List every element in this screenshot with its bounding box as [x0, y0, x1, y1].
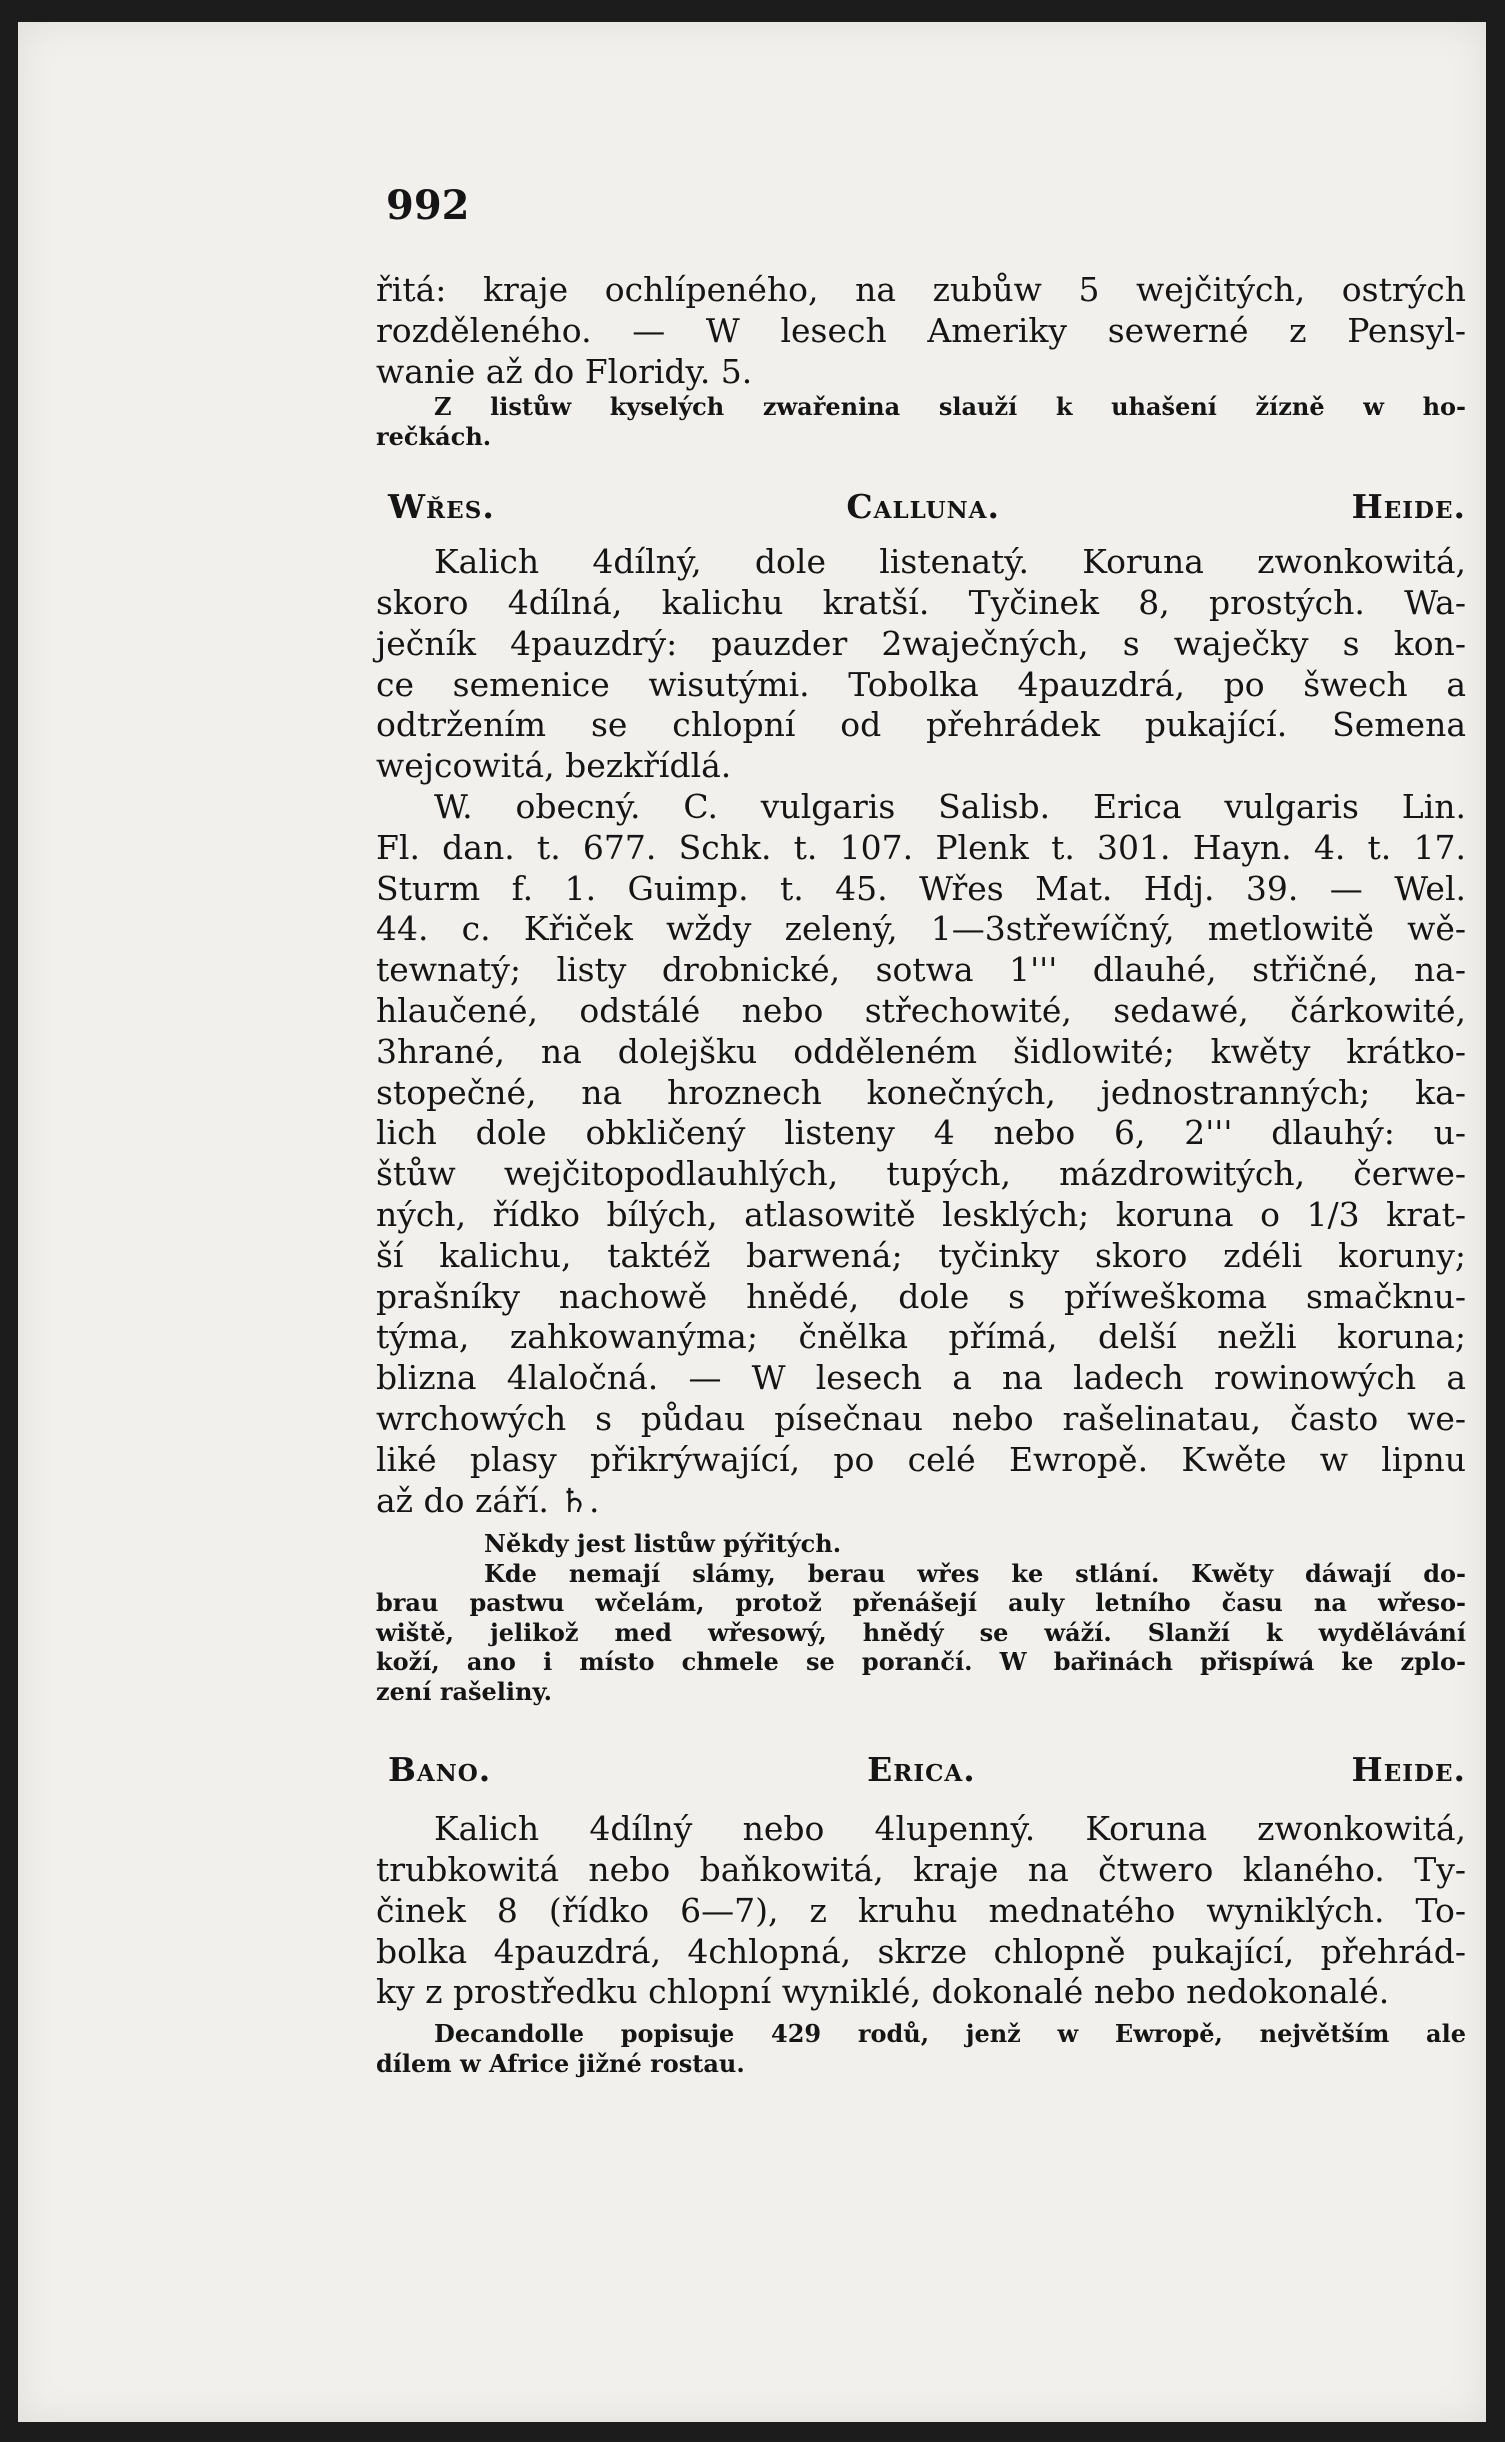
- text-line: wrchowých s půdau písečnau nebo rašelinatau, často we-: [376, 1398, 1466, 1438]
- page-content: [376, 270, 1466, 2078]
- text-line: Kalich 4dílný, dole listenatý. Koruna zwonkowitá,: [434, 542, 1466, 582]
- text-line: řitá: kraje ochlípeného, na zubůw 5 wejčitých, ostrých: [376, 270, 1466, 309]
- text-line: W. obecný. C. vulgaris Salisb. Erica vulgaris Lin.: [434, 786, 1466, 826]
- section-heading-erica: Bano. Erica. Heide.: [388, 1750, 1466, 1790]
- note-line: zení rašeliny.: [376, 1676, 553, 1706]
- text-line: wanie až do Floridy. 5.: [376, 351, 753, 391]
- note-line: Někdy jest listůw pýřitých.: [484, 1529, 842, 1559]
- text-line: odtržením se chlopní od přehrádek pukající. Semena: [376, 705, 1466, 745]
- text-line: rozděleného. — W lesech Ameriky sewerné z Pensyl-: [376, 310, 1466, 350]
- text-line: 3hrané, na dolejšku odděleném šidlowité; kwěty krátko-: [376, 1031, 1466, 1071]
- calluna-notes: [376, 1529, 1466, 1706]
- erica-genus-description: [376, 1809, 1466, 2013]
- text-line: hlaučené, odstálé nebo střechowité, sedawé, čárkowité,: [376, 990, 1466, 1030]
- calluna-species-description: [376, 787, 1466, 1521]
- intro-paragraph: [376, 270, 1466, 451]
- text-line: ných, řídko bílých, atlasowitě lesklých; koruna o 1/3 krat-: [376, 1194, 1466, 1234]
- note-line: Decandolle popisuje 429 rodů, jenž w Ewropě, největším ale: [434, 2019, 1466, 2049]
- text-line: Sturm f. 1. Guimp. t. 45. Wřes Mat. Hdj. 39. — Wel.: [376, 868, 1466, 908]
- text-line: trubkowitá nebo baňkowitá, kraje na čtwero klaného. Ty-: [376, 1849, 1466, 1889]
- text-line: Kalich 4dílný nebo 4lupenný. Koruna zwonkowitá,: [434, 1809, 1466, 1849]
- text-line: až do září. ♄.: [376, 1480, 600, 1520]
- text-line: Fl. dan. t. 677. Schk. t. 107. Plenk t. 301. Hayn. 4. t. 17.: [376, 827, 1466, 867]
- erica-note: [376, 2019, 1466, 2078]
- text-line: skoro 4dílná, kalichu kratší. Tyčinek 8, prostých. Wa-: [376, 582, 1466, 622]
- note-line: dílem w Africe jižné rostau.: [376, 2048, 745, 2078]
- text-line: ší kalichu, taktéž barwená; tyčinky skoro zdéli koruny;: [376, 1235, 1466, 1275]
- text-line: liké plasy přikrýwající, po celé Ewropě. Kwěte w lipnu: [376, 1439, 1466, 1479]
- text-line: 44. c. Křiček wždy zelený, 1—3střewíčný, metlowitě wě-: [376, 909, 1466, 949]
- note-line: rečkách.: [376, 421, 492, 451]
- text-line: blizna 4laločná. — W lesech a na ladech rowinowých a: [376, 1358, 1466, 1398]
- text-line: týma, zahkowanýma; čnělka přímá, delší nežli koruna;: [376, 1317, 1466, 1357]
- text-line: štůw wejčitopodlauhlých, tupých, mázdrowitých, čerwe-: [376, 1154, 1466, 1194]
- text-line: ky z prostředku chlopní wyniklé, dokonalé nebo nedokonalé.: [376, 1972, 1390, 2012]
- note-line: wiště, jelikož med wřesowý, hnědý se wáží. Slanží k wydělávání: [376, 1617, 1466, 1647]
- section-heading-calluna: Wřes. Calluna. Heide.: [388, 487, 1466, 527]
- page-number: 992: [386, 182, 470, 229]
- note-line: Kde nemají slámy, berau wřes ke stlání. Kwěty dáwají do-: [484, 1558, 1466, 1588]
- note-line: Z listůw kyselých zwařenina slauží k uhašení žízně w ho-: [434, 392, 1466, 422]
- calluna-genus-description: [376, 542, 1466, 787]
- text-line: tewnatý; listy drobnické, sotwa 1''' dlauhé, střičné, na-: [376, 950, 1466, 990]
- text-line: stopečné, na hroznech konečných, jednostranných; ka-: [376, 1072, 1466, 1112]
- text-line: wejcowitá, bezkřídlá.: [376, 746, 732, 786]
- text-line: bolka 4pauzdrá, 4chlopná, skrze chlopně pukající, přehrád-: [376, 1931, 1466, 1971]
- text-line: činek 8 (řídko 6—7), z kruhu mednatého wyniklých. To-: [376, 1890, 1466, 1930]
- text-line: prašníky nachowě hnědé, dole s příweškoma smačknu-: [376, 1276, 1466, 1316]
- note-line: brau pastwu wčelám, protož přenášejí auly letního času na wřeso-: [376, 1588, 1466, 1618]
- book-page: [18, 22, 1486, 2422]
- text-line: ce semenice wisutými. Tobolka 4pauzdrá, po šwech a: [376, 664, 1466, 704]
- text-line: lich dole obkličený listeny 4 nebo 6, 2''' dlauhý: u-: [376, 1113, 1466, 1153]
- note-line: koží, ano i místo chmele se porančí. W bařinách přispíwá ke zplo-: [376, 1647, 1466, 1677]
- text-line: ječník 4pauzdrý: pauzder 2waječných, s waječky s kon-: [376, 623, 1466, 663]
